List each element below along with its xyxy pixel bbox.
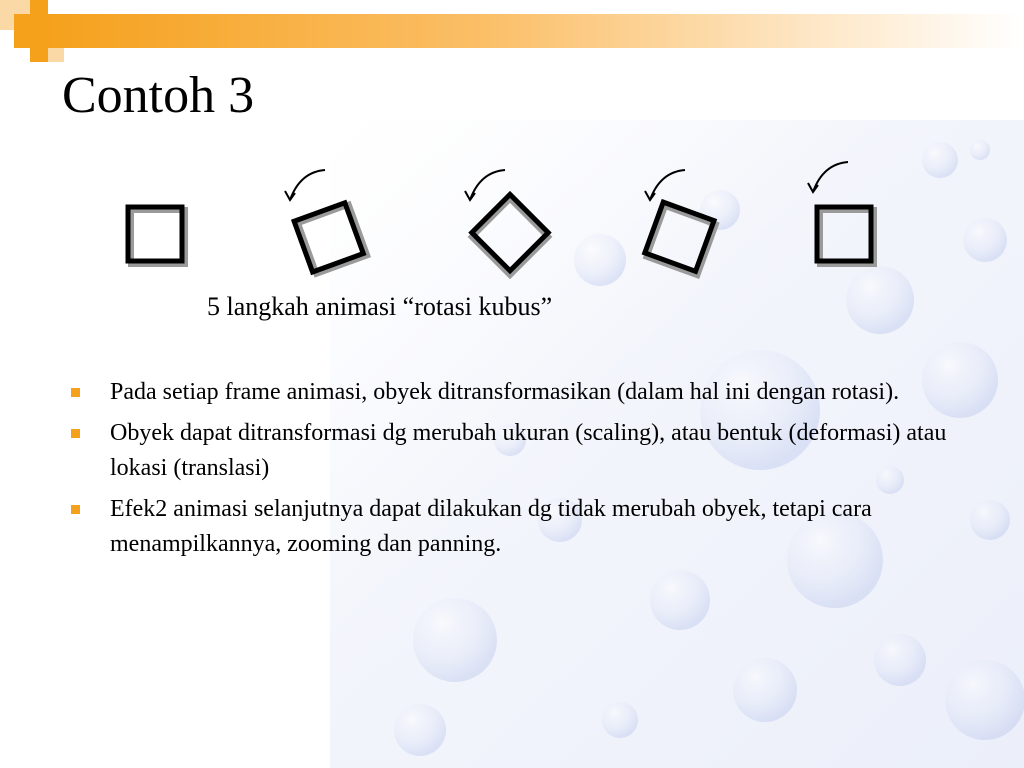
rotation-animation-diagram <box>100 150 920 290</box>
animation-caption: 5 langkah animasi “rotasi kubus” <box>207 292 553 321</box>
decor-square <box>48 48 64 62</box>
orange-square-bullet-icon <box>71 505 80 514</box>
rotation-arrow-icon <box>808 162 848 192</box>
decor-square <box>30 0 48 14</box>
rotation-arrow-icon <box>465 170 505 200</box>
top-gradient-bar <box>48 14 1024 48</box>
orange-square-bullet-icon <box>71 429 80 438</box>
bullet-item <box>70 492 990 562</box>
bullet-text: Obyek dapat ditransformasi dg merubah ukuran (scaling), atau bentuk (deformasi) atau lokasi (translasi) <box>110 420 947 481</box>
square-step-3 <box>470 194 551 275</box>
bullet-text: Pada setiap frame animasi, obyek ditransformasikan (dalam hal ini dengan rotasi). <box>110 379 900 405</box>
bullet-item <box>70 416 990 486</box>
slide-title: Contoh 3 <box>62 67 255 124</box>
rotation-arrow-icon <box>285 170 325 200</box>
bullet-item <box>70 375 990 410</box>
square-step-5 <box>817 207 874 264</box>
bullet-list <box>70 375 990 568</box>
bullet-text: Efek2 animasi selanjutnya dapat dilakukan dg tidak merubah obyek, tetapi cara menampilkannya, zooming dan panning. <box>110 496 872 557</box>
rotation-arrow-icon <box>645 170 685 200</box>
orange-square-bullet-icon <box>71 388 80 397</box>
square-step-1 <box>128 207 185 264</box>
square-step-2 <box>294 202 367 275</box>
square-step-4 <box>644 202 717 275</box>
decor-square <box>14 14 48 48</box>
decor-square <box>30 48 48 62</box>
